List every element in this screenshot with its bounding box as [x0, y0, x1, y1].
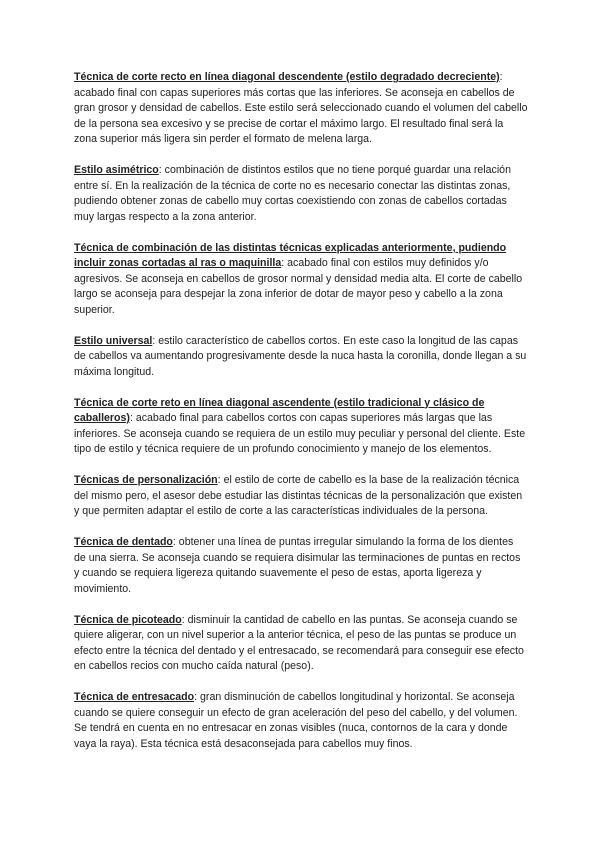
entry-term: Técnica de combinación de las distintas técnicas explicadas anteriormente, pudiendo incluir zonas cortadas al ras o maquinilla [74, 241, 507, 269]
entry-term: Técnica de corte recto en línea diagonal descendente (estilo degradado decreciente) [74, 71, 500, 83]
entry-separator: : [217, 474, 221, 486]
entry-entresacado [74, 690, 528, 752]
entry-combinacion-tecnicas [74, 241, 528, 319]
entry-text: gran disminución de cabellos longitudinal y horizontal. Se aconseja cuando se quiere conseguir un efecto de gran aceleración del peso del cabello, y del volumen. Se tendrá en cuenta en no entresacar en zonas visibles (nuca, contornos de la cara y donde vaya la raya). Esta técnica está desaconsejada para cabellos muy finos. [74, 691, 518, 750]
entry-text: acabado final con capas superiores más cortas que las inferiores. Se aconseja en cabellos de gran grosor y densidad de cabellos. Este estilo será seleccionado cuando el volumen del cabello de la persona sea excesivo y se precise de cortar el máximo largo. El resultado final será la zona superior más ligera sin perder el formato de melena larga. [74, 86, 528, 145]
entry-text: obtener una línea de puntas irregular simulando la forma de los dientes de una sierra. Se aconseja cuando se requiera disimular las terminaciones de puntas en rectos y cuando se requiera ligereza quitando suavemente el peso de estas, aporta ligereza y movimiento. [74, 536, 521, 595]
entry-text: estilo característico de cabellos cortos. En este caso la longitud de las capas de cabellos va aumentando progresivamente desde la nuca hasta la coronilla, donde llegan a su máxima longitud. [74, 334, 527, 378]
entry-dentado [74, 535, 528, 597]
entry-separator: : [281, 257, 285, 269]
entry-term: Técnicas de personalización [74, 474, 218, 486]
entry-separator: : [181, 613, 185, 626]
entry-estilo-universal [74, 334, 528, 381]
entry-text: acabado final para cabellos cortos con capas superiores más largas que las inferiores. Se aconseja cuando se requiera de un estilo muy peculiar y personal del cliente. Este tipo de estilo y técnica requiere de un profundo conocimiento y manejo de los elementos. [74, 412, 526, 455]
entry-separator: : [194, 691, 198, 703]
entry-personalizacion [74, 473, 528, 520]
entry-separator: : [172, 536, 176, 548]
entry-separator: : [152, 334, 156, 347]
entry-term: Técnica de entresacado [74, 691, 195, 703]
entry-estilo-asimetrico [74, 163, 528, 225]
entry-text: acabado final con estilos muy definidos y/o agresivos. Se aconseja en cabellos de grosor normal y densidad media alta. El corte de cabello largo se aconseja para despejar la zona inferior de dotar de mayor peso y cabello a la zona superior. [74, 257, 523, 316]
entry-text: combinación de distintos estilos que no tiene porqué guardar una relación entre sí. En la realización de la técnica de corte no es necesario conectar las distintas zonas, pudiendo obtener zonas de cabello muy cortas coexistiendo con zonas de cabellos cortadas muy largas respecto a la zona anterior. [74, 164, 511, 223]
entry-term: Técnica de dentado [74, 536, 173, 548]
entry-corte-recto-descendente [74, 70, 528, 148]
entry-text: disminuir la cantidad de cabello en las puntas. Se aconseja cuando se quiere aligerar, con un nivel superior a la anterior técnica, el peso de las puntas se produce un efecto entre la técnica del dentado y el entresacado, se recomendará para conseguir ese efecto en cabellos recios con mucho caída natural (peso). [74, 613, 524, 672]
entry-separator: : [129, 412, 133, 424]
entry-separator: : [499, 71, 503, 83]
entry-text: el estilo de corte de cabello es la base de la realización técnica del mismo pero, el asesor debe estudiar las distintas técnicas de la personalización que existen y que permiten adaptar el estilo de corte a las características individuales de la persona. [74, 474, 523, 517]
entry-corte-ascendente [74, 396, 528, 458]
entry-picoteado [74, 613, 528, 675]
entry-term: Estilo universal [74, 334, 153, 347]
entry-term: Técnica de picoteado [74, 613, 182, 626]
entry-term: Estilo asimétrico [74, 164, 159, 176]
entry-separator: : [158, 164, 162, 176]
entry-term: Técnica de corte reto en línea diagonal ascendente (estilo tradicional y clásico de caballeros) [74, 396, 485, 424]
